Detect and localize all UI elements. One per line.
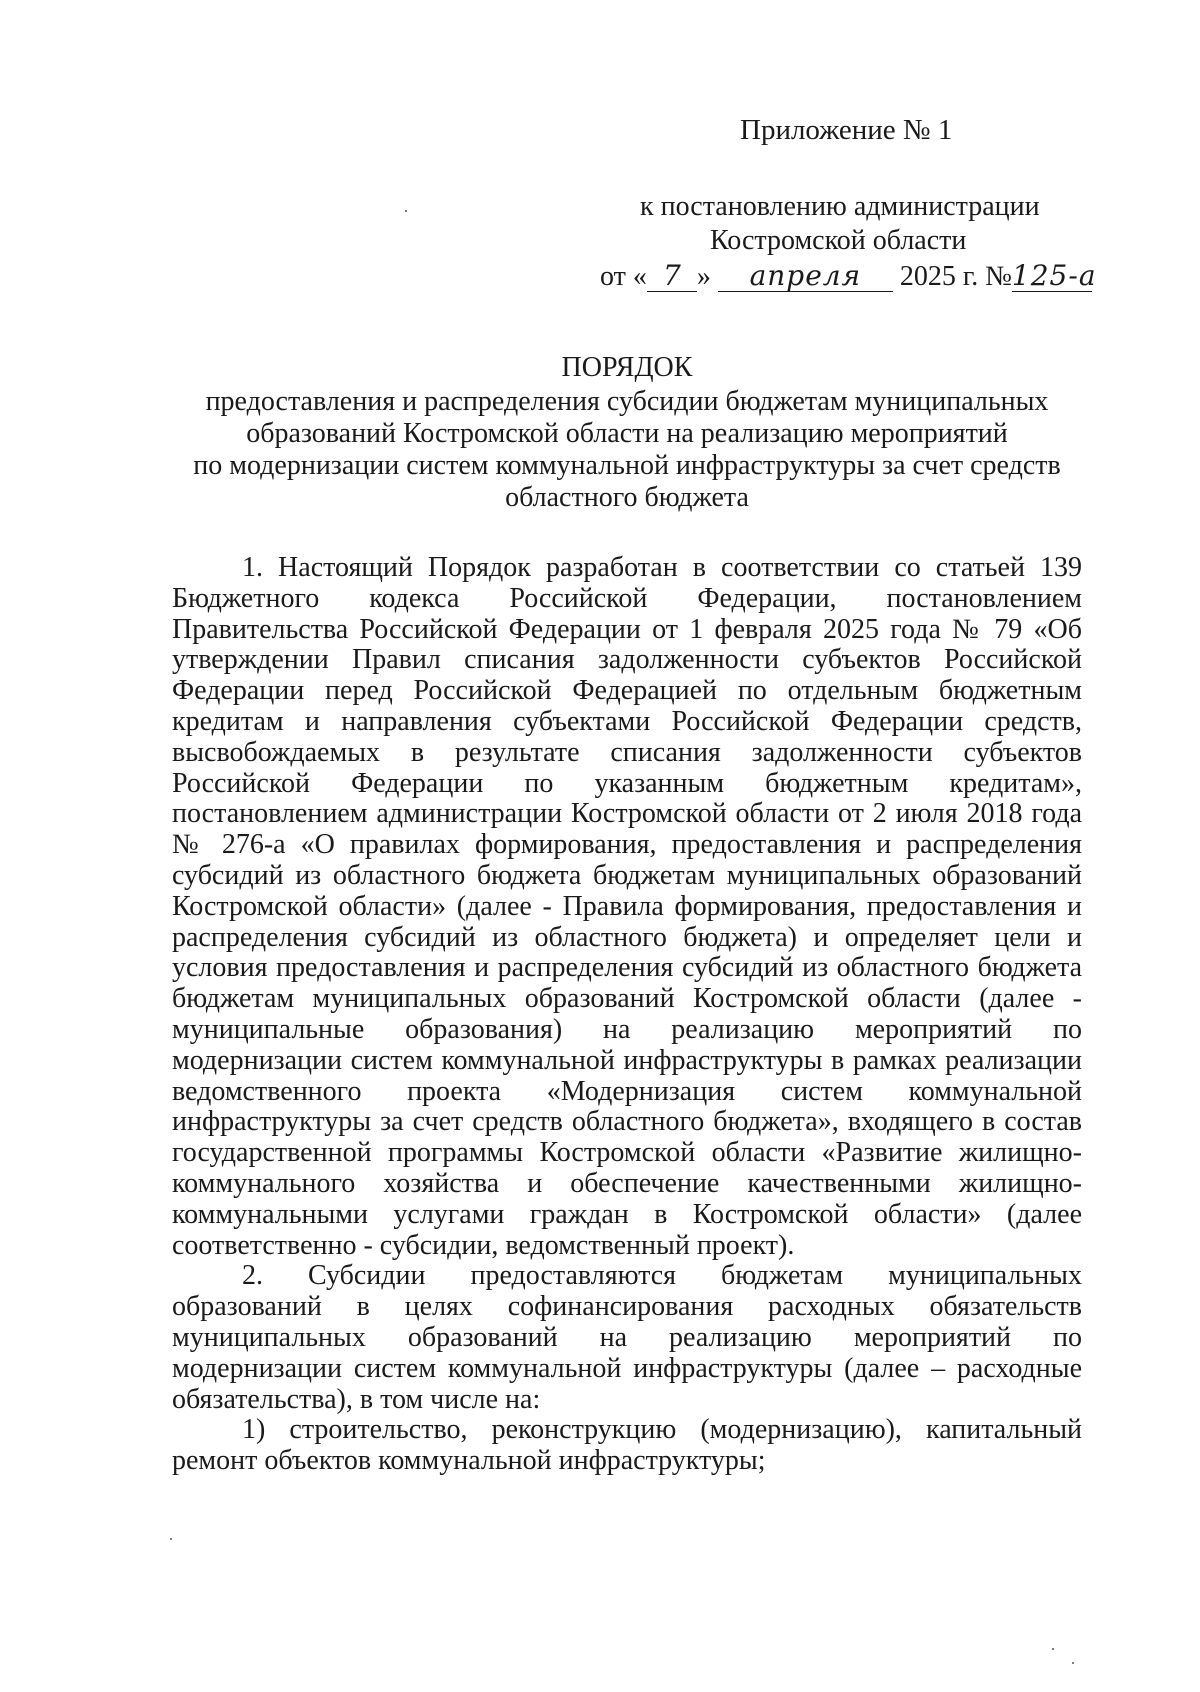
resolution-reference — [600, 190, 1100, 294]
subtitle-line: образований Костромской области на реализацию мероприятий — [246, 418, 1008, 449]
scan-speck — [1072, 1662, 1074, 1664]
subtitle-line: по модернизации систем коммунальной инфраструктуры за счет средств — [193, 450, 1061, 481]
document-heading — [172, 352, 1082, 514]
paragraph-3: 1) строительство, реконструкцию (модернизацию), капитальный ремонт объектов коммунальной инфраструктуры; — [172, 1414, 1082, 1477]
handwritten-day: 7 — [647, 261, 697, 292]
appendix-title: Приложение № 1 — [740, 114, 953, 146]
paragraph-1: 1. Настоящий Порядок разработан в соответствии со статьей 139 Бюджетного кодекса Российской Федерации, постановлением Правительства Российской Федерации от 1 февраля 2025 года № 79 «Об утверждении Правил списания задолженности субъектов Российской Федерации перед Российской Федерацией по отдельным бюджетным кредитам и направления субъектами Российской Федерации средств, высвобождаемых в результате списания задолженности субъектов Российской Федерации по указанным бюджетным кредитам», постановлением администрации Костромской области от 2 июля 2018 года № 276-а «О правилах формирования, предоставления и распределения субсидий из областного бюджета бюджетам муниципальных образований Костромской области» (далее - Правила формирования, предоставления и распределения субсидий из областного бюджета) и определяет цели и условия предоставления и распределения субсидий из областного бюджета бюджетам муниципальных образований Костромской области (далее - муниципальные образования) на реализацию мероприятий по модернизации систем коммунальной инфраструктуры в рамках реализации ведомственного проекта «Модернизация систем коммунальной инфраструктуры за счет средств областного бюджета», входящего в состав государственной программы Костромской области «Развитие жилищно-коммунального хозяйства и обеспечение качественными жилищно-коммунальными услугами граждан в Костромской области» (далее соответственно - субсидии, ведомственный проект). — [172, 552, 1082, 1261]
scan-speck — [170, 1538, 172, 1540]
date-prefix: от « — [600, 261, 647, 292]
date-mid: » — [696, 261, 711, 292]
paragraph-2: 2. Субсидии предоставляются бюджетам муниципальных образований в целях софинансирования расходных обязательств муниципальных образований на реализацию мероприятий по модернизации систем коммунальной инфраструктуры (далее – расходные обязательства), в том числе на: — [172, 1260, 1082, 1415]
date-year: 2025 г. № — [899, 261, 1012, 292]
subtitle-line: предоставления и распределения субсидии бюджетам муниципальных — [205, 386, 1049, 417]
resolution-date-line — [600, 260, 1100, 294]
document-body — [172, 553, 1082, 1477]
scan-speck — [405, 210, 407, 212]
handwritten-month: апреля — [718, 261, 893, 292]
resolution-line-1: к постановлению администрации — [640, 191, 1040, 222]
handwritten-doc-number: 125-а — [1011, 259, 1097, 292]
resolution-line-2: Костромской области — [710, 225, 967, 256]
scan-speck — [1052, 1648, 1054, 1650]
subtitle-line: областного бюджета — [505, 482, 749, 513]
document-title: ПОРЯДОК — [561, 352, 693, 383]
